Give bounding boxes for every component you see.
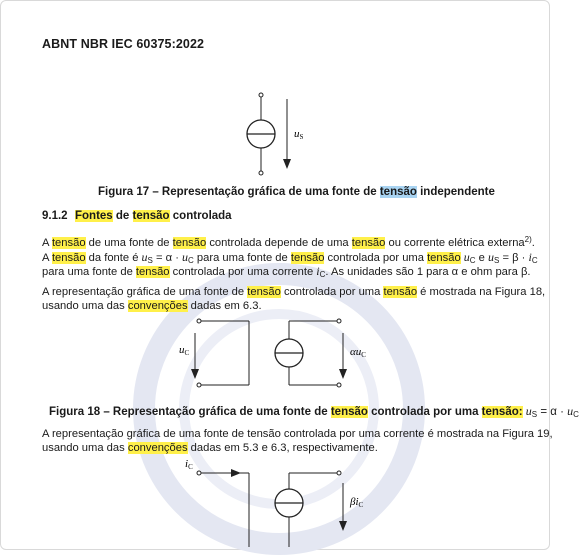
figure-19-control-label: iC xyxy=(185,458,193,471)
figure-17-caption: Figura 17 – Representação gráfica de uma fonte de tensão independente xyxy=(98,186,495,198)
figure-17-voltage-label: uS xyxy=(294,128,304,141)
paragraph-1-line-2: A tensão da fonte é $u_S = \alpha \cdot u_C$ para uma fonte de tensão controlada por uma tensão $u_C$ e $u_S = \beta \cdot i_C$ xyxy=(42,250,538,265)
section-heading: 9.1.2 Fontes de tensão controlada xyxy=(42,210,232,222)
figure-17-diagram xyxy=(231,89,311,169)
figure-19-source-label: βiC xyxy=(350,496,364,509)
paragraph-1-line-3: para uma fonte de tensão controlada por uma corrente $i_C$. As unidades são 1 para α e ohm para β. xyxy=(42,264,531,279)
paragraph-1-line-1: A tensão de uma fonte de tensão controlada depende de uma tensão ou corrente elétrica externa$^{2)}$. xyxy=(42,235,535,249)
figure-19-diagram xyxy=(171,457,411,547)
paragraph-2-line-2: usando uma das convenções dadas em 6.3. xyxy=(42,300,262,312)
paragraph-3-line-1: A representação gráfica de uma fonte de tensão controlada por uma corrente é mostrada na Figura 19, xyxy=(42,428,553,440)
document-header: ABNT NBR IEC 60375:2022 xyxy=(42,37,205,51)
figure-18-source-label: αuC xyxy=(350,346,366,359)
figure-18-diagram xyxy=(171,313,411,395)
paragraph-2-line-1: A representação gráfica de uma fonte de tensão controlada por uma tensão é mostrada na Figura 18, xyxy=(42,286,546,298)
paragraph-3-line-2: usando uma das convenções dadas em 5.3 e 6.3, respectivamente. xyxy=(42,442,378,454)
figure-18-control-label: uC xyxy=(179,344,190,357)
figure-18-caption: Figura 18 – Representação gráfica de uma fonte de tensão controlada por uma tensão: $u_S = \alpha \cdot u_C$ xyxy=(49,404,579,419)
